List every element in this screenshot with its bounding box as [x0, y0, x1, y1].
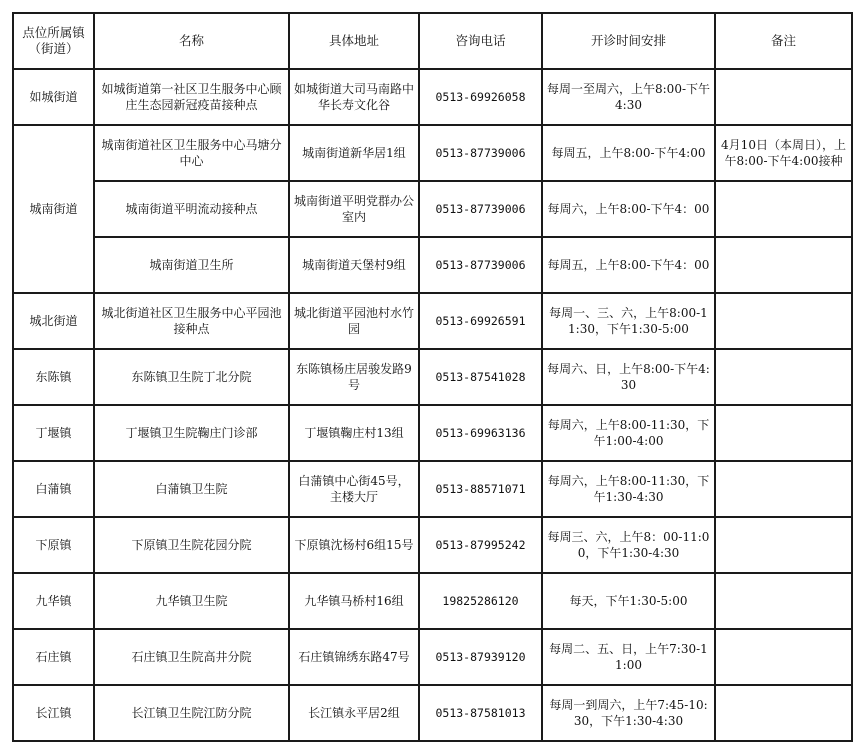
cell-address: 石庄镇锦绣东路47号 — [289, 629, 419, 685]
cell-hours: 每周五，上午8:00-下午4：00 — [542, 237, 715, 293]
table-row — [13, 237, 852, 293]
cell-address: 城南街道平明党群办公室内 — [289, 181, 419, 237]
table-row — [13, 629, 852, 685]
cell-note: 4月10日（本周日），上午8:00-下午4:00接种 — [715, 125, 852, 181]
table-row — [13, 293, 852, 349]
cell-address: 城南街道天堡村9组 — [289, 237, 419, 293]
cell-address: 东陈镇杨庄居骏发路9号 — [289, 349, 419, 405]
cell-name: 城南街道平明流动接种点 — [94, 181, 289, 237]
cell-address: 九华镇马桥村16组 — [289, 573, 419, 629]
cell-address: 城北街道平园池村水竹园 — [289, 293, 419, 349]
cell-address: 白蒲镇中心街45号，主楼大厅 — [289, 461, 419, 517]
header-hours: 开诊时间安排 — [542, 13, 715, 69]
cell-note — [715, 349, 852, 405]
table-row — [13, 349, 852, 405]
cell-phone: 0513-87581013 — [419, 685, 542, 741]
cell-phone: 0513-69926058 — [419, 69, 542, 125]
cell-address: 长江镇永平居2组 — [289, 685, 419, 741]
cell-address: 下原镇沈杨村6组15号 — [289, 517, 419, 573]
table-row — [13, 517, 852, 573]
table-row — [13, 181, 852, 237]
header-note: 备注 — [715, 13, 852, 69]
header-phone: 咨询电话 — [419, 13, 542, 69]
cell-note — [715, 181, 852, 237]
cell-name: 城北街道社区卫生服务中心平园池接种点 — [94, 293, 289, 349]
cell-note — [715, 69, 852, 125]
cell-town: 石庄镇 — [13, 629, 94, 685]
table-row — [13, 685, 852, 741]
cell-name: 城南街道社区卫生服务中心马塘分中心 — [94, 125, 289, 181]
header-town: 点位所属镇 （街道） — [13, 13, 94, 69]
cell-name: 长江镇卫生院江防分院 — [94, 685, 289, 741]
cell-town: 白蒲镇 — [13, 461, 94, 517]
cell-hours: 每周六，上午8:00-下午4：00 — [542, 181, 715, 237]
cell-address: 城南街道新华居1组 — [289, 125, 419, 181]
cell-note — [715, 685, 852, 741]
cell-note — [715, 517, 852, 573]
cell-name: 城南街道卫生所 — [94, 237, 289, 293]
cell-hours: 每周一到周六，上午7:45-10:30，下午1:30-4:30 — [542, 685, 715, 741]
cell-note — [715, 293, 852, 349]
cell-phone: 0513-88571071 — [419, 461, 542, 517]
table-row — [13, 125, 852, 181]
cell-name: 下原镇卫生院花园分院 — [94, 517, 289, 573]
cell-note — [715, 573, 852, 629]
cell-address: 丁堰镇鞠庄村13组 — [289, 405, 419, 461]
cell-address: 如城街道大司马南路中华长寿文化谷 — [289, 69, 419, 125]
table-row — [13, 405, 852, 461]
cell-name: 丁堰镇卫生院鞠庄门诊部 — [94, 405, 289, 461]
header-address: 具体地址 — [289, 13, 419, 69]
cell-town: 下原镇 — [13, 517, 94, 573]
cell-phone: 19825286120 — [419, 573, 542, 629]
cell-name: 石庄镇卫生院高井分院 — [94, 629, 289, 685]
cell-note — [715, 405, 852, 461]
header-name: 名称 — [94, 13, 289, 69]
cell-town: 长江镇 — [13, 685, 94, 741]
cell-name: 白蒲镇卫生院 — [94, 461, 289, 517]
cell-name: 如城街道第一社区卫生服务中心顾庄生态园新冠疫苗接种点 — [94, 69, 289, 125]
cell-phone: 0513-69926591 — [419, 293, 542, 349]
cell-town: 东陈镇 — [13, 349, 94, 405]
cell-phone: 0513-87939120 — [419, 629, 542, 685]
cell-phone: 0513-87541028 — [419, 349, 542, 405]
table-row — [13, 461, 852, 517]
cell-note — [715, 461, 852, 517]
cell-hours: 每周五，上午8:00-下午4:00 — [542, 125, 715, 181]
cell-name: 九华镇卫生院 — [94, 573, 289, 629]
cell-town: 丁堰镇 — [13, 405, 94, 461]
cell-phone: 0513-87739006 — [419, 181, 542, 237]
cell-hours: 每周六，上午8:00-11:30，下午1:30-4:30 — [542, 461, 715, 517]
cell-phone: 0513-69963136 — [419, 405, 542, 461]
cell-note — [715, 237, 852, 293]
cell-hours: 每天，下午1:30-5:00 — [542, 573, 715, 629]
vaccination-schedule-table — [12, 12, 853, 742]
cell-phone: 0513-87995242 — [419, 517, 542, 573]
table-row — [13, 69, 852, 125]
cell-name: 东陈镇卫生院丁北分院 — [94, 349, 289, 405]
cell-hours: 每周六，上午8:00-11:30，下午1:00-4:00 — [542, 405, 715, 461]
cell-phone: 0513-87739006 — [419, 125, 542, 181]
cell-hours: 每周二、五、日，上午7:30-11:00 — [542, 629, 715, 685]
cell-town: 城南街道 — [13, 125, 94, 293]
cell-town: 如城街道 — [13, 69, 94, 125]
table-row — [13, 573, 852, 629]
cell-note — [715, 629, 852, 685]
cell-hours: 每周一、三、六，上午8:00-11:30，下午1:30-5:00 — [542, 293, 715, 349]
cell-phone: 0513-87739006 — [419, 237, 542, 293]
table-header-row — [13, 13, 852, 69]
cell-town: 九华镇 — [13, 573, 94, 629]
cell-hours: 每周三、六，上午8：00-11:00，下午1:30-4:30 — [542, 517, 715, 573]
cell-hours: 每周一至周六，上午8:00-下午4:30 — [542, 69, 715, 125]
cell-town: 城北街道 — [13, 293, 94, 349]
cell-hours: 每周六、日，上午8:00-下午4:30 — [542, 349, 715, 405]
